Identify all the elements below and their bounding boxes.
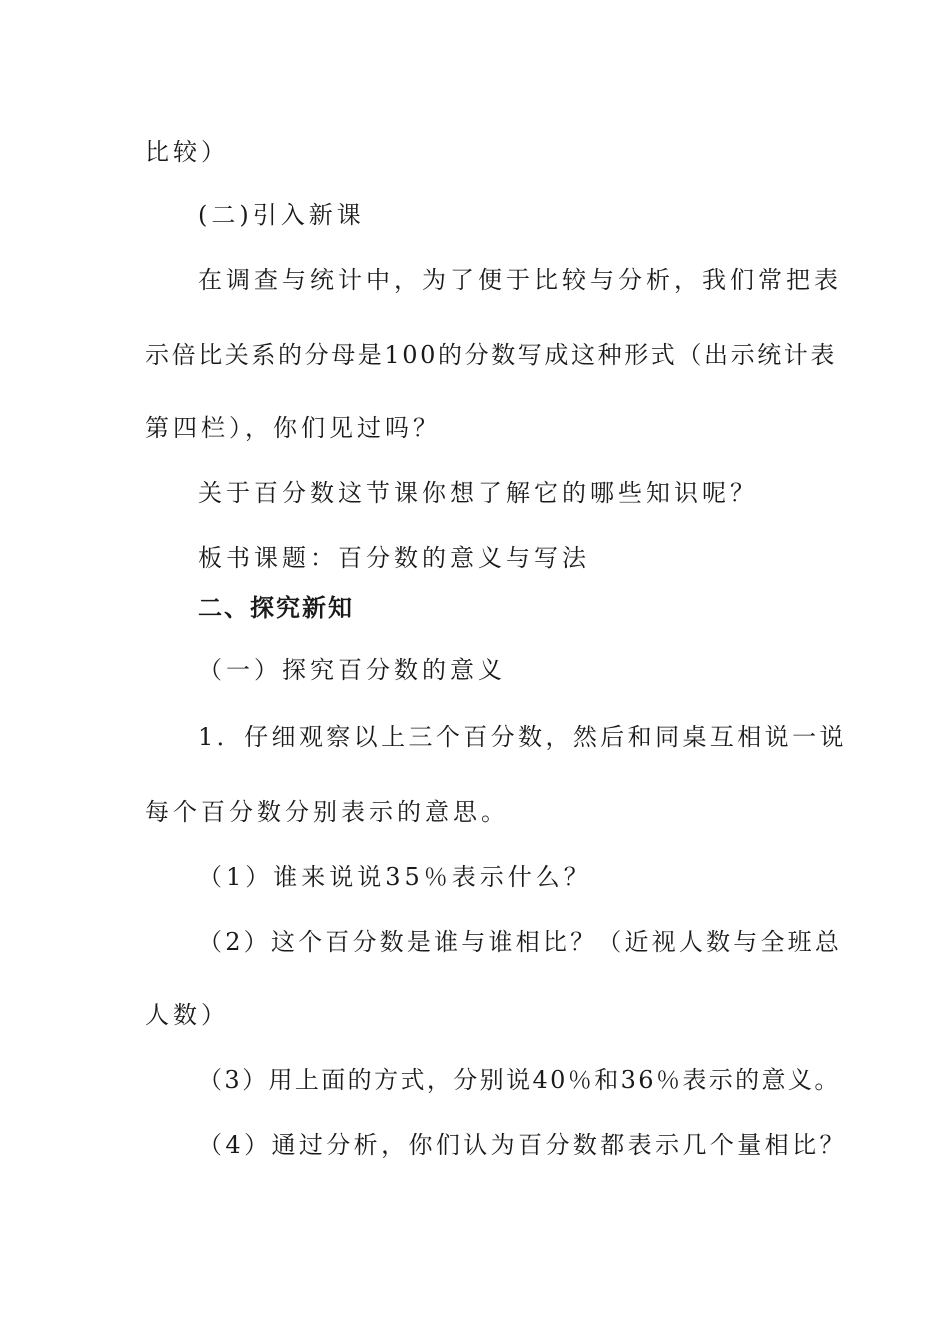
- section-heading-explore: 二、探究新知: [198, 594, 354, 622]
- question-2-line-2: 人数）: [145, 1001, 229, 1029]
- board-title-line: 板书课题：百分数的意义与写法: [198, 544, 590, 572]
- question-2-line-1: （2）这个百分数是谁与谁相比？（近视人数与全班总: [198, 928, 843, 956]
- paragraph-line-1: 在调查与统计中，为了便于比较与分析，我们常把表: [198, 266, 842, 294]
- question-3: （3）用上面的方式，分别说40％和36％表示的意义。: [198, 1066, 841, 1094]
- step-1-line-2: 每个百分数分别表示的意思。: [145, 798, 509, 826]
- question-1: （1）谁来说说35％表示什么？: [198, 863, 592, 891]
- question-line: 关于百分数这节课你想了解它的哪些知识呢？: [198, 479, 758, 507]
- paragraph-line-2: 示倍比关系的分母是100的分数写成这种形式（出示统计表: [145, 341, 838, 369]
- question-4: （4）通过分析，你们认为百分数都表示几个量相比？: [198, 1131, 847, 1159]
- step-1-line-1: 1．仔细观察以上三个百分数，然后和同桌互相说一说: [198, 723, 847, 751]
- text-line-1: 比较）: [145, 138, 229, 166]
- subsection-heading-meaning: （一）探究百分数的意义: [198, 656, 506, 684]
- subsection-heading-intro: (二)引入新课: [198, 201, 365, 229]
- paragraph-line-3: 第四栏），你们见过吗？: [145, 414, 441, 442]
